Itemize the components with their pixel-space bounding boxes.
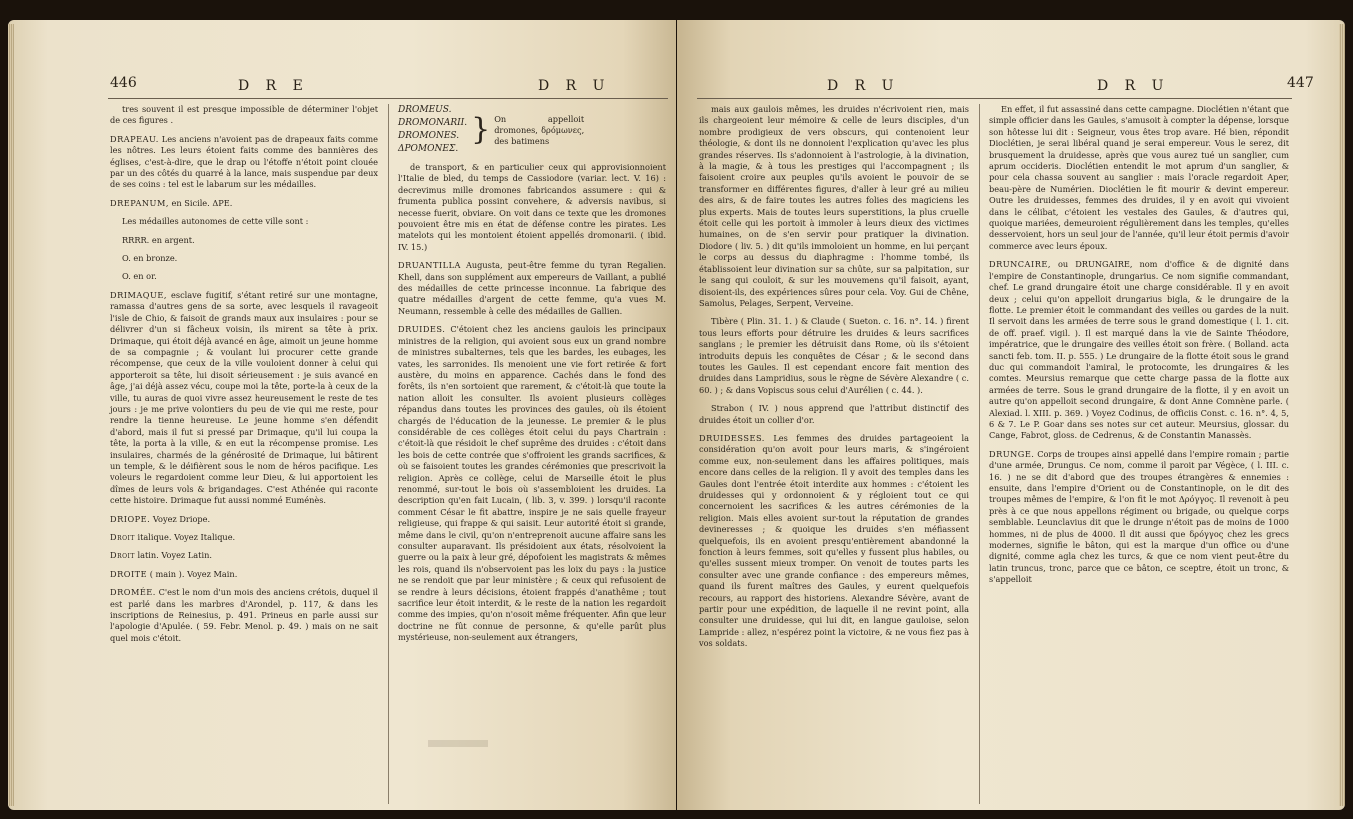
entry-headword: DRUNCAIRE, bbox=[989, 259, 1051, 270]
entry-text: ou DRUNGAIRE, nom d'office & de dignité dans l'empire de Constantinople, drungarius. Ce nom signifie commandant, chef. Le grand drungaire étoit une charge considérable. Il y en avoit deux ; celui qu'on appelloit drungarius bigla, & le drungaire de la flotte. Le premier étoit le commandant des veilles ou gardes de la nuit. Il servoit dans les armées de terre sous le grand domestique ( l. 1. cit. de off. praef. vigil. ). Il est marqué dans la vie de Sainte Théodore, impératrice, que le drungaire des veilles étoit son frère. ( Bolland. acta sancti feb. tom. II. p. 555. ) Le drungaire de la flotte étoit sous le grand duc qui commandoit l'amiral, le protocomte, les drungaires & les comtes. Meursius remarque que cette charge passa de la flotte aux armées de terre. Sous le grand drungaire de la flotte, il y en avoit un autre qu'on appelloit second drungaire, & dont Anne Comnène parle. ( Alexiad. l. XIII. p. 369. ) Voyez Codinus, de officiis Const. c. 16. n°. 4, 5, 6 & 7. Le P. Goar dans ses notes sur cet auteur. Meursius, glossar. du Cange, Fabrot, gloss. de Cedrenus, & de Constantin Manassès. bbox=[989, 259, 1289, 441]
entry-headword: DRUIDESSES. bbox=[699, 432, 765, 443]
entry-text: en Sicile. ΔΡΕ. bbox=[168, 197, 233, 208]
entry-headword: DRUANTILLA bbox=[398, 260, 461, 271]
entry-paragraph bbox=[699, 433, 969, 650]
entry-headword: DRUNGE. bbox=[989, 448, 1035, 459]
entry-paragraph bbox=[110, 290, 378, 507]
entry-paragraph bbox=[699, 403, 969, 426]
open-book bbox=[8, 6, 1345, 814]
entry-text: latin. Voyez Latin. bbox=[134, 550, 212, 561]
entry-text: Strabon ( IV. ) nous apprend que l'attribut distinctif des druides étoit un collier d'or. bbox=[699, 403, 969, 425]
running-head-right: D R U bbox=[538, 78, 611, 94]
entry-text: tres souvent il est presque impossible de déterminer l'objet de ces figures . bbox=[110, 104, 378, 126]
dromeus-entry bbox=[398, 104, 666, 156]
brace: } bbox=[471, 112, 491, 147]
entry-text: RRRR. en argent. bbox=[122, 234, 195, 245]
dromeus-name: DROMONARII. bbox=[398, 118, 468, 128]
entry-paragraph bbox=[110, 587, 378, 644]
entry-headword: DRUIDES. bbox=[398, 324, 446, 335]
entry-text: Les médailles autonomes de cette ville sont : bbox=[122, 216, 309, 227]
running-head-left: D R U bbox=[827, 78, 900, 94]
entry-text: italique. Voyez Italique. bbox=[134, 532, 236, 542]
entry-paragraph bbox=[699, 104, 969, 309]
entry-text: de transport, & en particulier ceux qui approvisionnoient l'Italie de bled, du temps de Cassiodore (variar. lect. V. 16) : decrevimus mille dromones fabricandos assumere : qui & frumenta publica possint convehere, & adversis navibus, si necesse fuerit, obviare. On voit dans ce texte que les dromones pouvoient être mis en état de défense contre les pirates. Les matelots qui les montoient étoient appellés dromonarii. ( ibid. IV. 15.) bbox=[398, 162, 666, 252]
entry-headword: DREPANUM, bbox=[110, 197, 169, 208]
right-column-2 bbox=[989, 104, 1289, 593]
page-number: 447 bbox=[1287, 75, 1314, 91]
column-divider bbox=[388, 104, 389, 804]
ink-bleed bbox=[428, 740, 488, 747]
entry-paragraph bbox=[110, 550, 378, 561]
running-head-right: D R U bbox=[1097, 78, 1170, 94]
page-edge bbox=[1339, 24, 1345, 806]
entry-paragraph bbox=[110, 569, 378, 580]
header-rule bbox=[697, 98, 1292, 99]
entry-text: mais aux gaulois mêmes, les druides n'écrivoient rien, mais ils chargeoient leur mémoire & celle de leurs disciples, d'un nombre prodigieux de vers obscurs, qui contenoient leur théologie, & dont ils ne donnoient l'explication qu'avec les plus grandes réserves. Ils s'adonnoient à l'astrologie, à la divination, à la magie, & à tous les prestiges qui l'accompagnent ; ils faisoient croire aux peuples qu'ils avoient le pouvoir de se transformer en différentes figures, d'aller à leur gré au milieu des airs, & de faire toutes les autres folies des magiciens les plus experts. Mais de toutes leurs superstitions, la plus cruelle étoit celle qui les portoit à immoler à leurs dieux des victimes humaines, on de s'en servir pour pratiquer la divination. Diodore ( liv. 5. ) dit qu'ils immoloient un homme, en lui perçant le corps au dessus du diaphragme : l'homme tombé, ils établissoient leur divination sur sa chûte, sur sa palpitation, sur le sang qui couloit, & sur les mouvemens qu'il faisoit, ayant, disoient-ils, des expériences sûres pour cela. Voy. Gui de Chêne, Samolus, Pelages, Serpent, Verveine. bbox=[699, 104, 969, 308]
dromeus-definition: On appelloit dromones, δρόμωνες, des batimens bbox=[494, 113, 585, 146]
entry-paragraph bbox=[699, 316, 969, 396]
entry-text: C'étoient chez les anciens gaulois les principaux ministres de la religion, qui avoient sous eux un grand nombre de ministres subalternes, tels que les bardes, les eubages, les vates, les sarronides. Ils menoient une vie fort retirée & fort austère, du moins en apparence. Cachés dans le fond des forêts, ils n'en sortoient que rarement, & c'étoit-là que toute la nation alloit les consulter. Ils avoient plusieurs collèges répandus dans toutes les provinces des gaules, où ils étoient chargés de l'éducation de la jeunesse. Le premier & le plus considérable de ces collèges étoit celui du pays Chartrain : c'étoit-là que résidoit le chef suprême des druides : c'étoit dans les bois de cette contrée que s'offroient les grands sacrifices, & où se faisoient toutes les grandes cérémonies que prescrivoit la religion. Après ce collège, celui de Marseille étoit le plus renommé, sur-tout le bois où s'assembloient les druides. La description qu'en fait Lucain, ( lib. 3, v. 399. ) lorsqu'il raconte comment César le fit abattre, inspire je ne sais quelle frayeur religieuse, qui frappe & qui saisit. Leur autorité étoit si grande, même dans le civil, qu'on n'entreprenoit aucune affaire sans les consulter auparavant. Ils présidoient aux états, résolvoient la guerre ou la paix à leur gré, dépofoient les magistrats & mêmes les rois, quand ils n'observoient pas les loix du pays : la justice ne se rendoit que par leur ministère ; & ceux qui refusoient de se rendre à leurs décisions, étoient frappés d'anathême ; tout sacrifice leur étoit interdit, & le reste de la nation les regardoit comme des impies, qu'on n'osoit même fréquenter. Afin que leur doctrine ne fût connue de personne, & qu'elle parût plus mystérieuse, non-seulement aux étrangers, bbox=[398, 324, 666, 643]
dromeus-name: DROMONES. bbox=[398, 131, 460, 141]
right-column-1 bbox=[699, 104, 969, 657]
dromeus-name: ΔΡΟΜΟΝΕΣ. bbox=[398, 144, 459, 154]
entry-paragraph bbox=[398, 162, 666, 253]
entry-text: esclave fugitif, s'étant retiré sur une montagne, ramassa d'autres gens de sa sorte, avec lesquels il ravageoit l'isle de Chio, & faisoit de grands maux aux insulaires : pour se délivrer d'un si fâcheux voisin, ils mirent sa tête à prix. Drimaque, qui étoit déjà avancé en âge, aimoit un jeune homme de sa compagnie ; & voulant lui procurer cette grande récompense, que ceux de la ville vouloient donner à celui qui apporteroit sa tête, lui disoit sérieusement : je suis avancé en âge, j'ai déjà assez vécu, coupe moi la tête, porte-la à ceux de la ville, tu auras de quoi vivre assez heureusement le reste de tes jours : je me prive volontiers du peu de vie qui me reste, pour rendre la tienne heureuse. Le jeune homme s'en défendit d'abord, mais il fut si pressé par Drimaque, qu'il lui coupa la tête, la porta à la ville, & en eut la récompense promise. Les insulaires, charmés de la générosité de Drimaque, lui bâtirent un temple, & le déifièrent sous le nom de héros pacifique. Les voleurs le regardoient comme leur Dieu, & lui apportoient les dîmes de leurs vols & brigandages. C'est Athénée qui raconte cette histoire. Drimaque fut aussi nommé Euménès. bbox=[110, 289, 378, 506]
column-divider bbox=[979, 104, 980, 804]
entry-text: Tibère ( Plin. 31. 1. ) & Claude ( Sueton. c. 16. n°. 14. ) firent tous leurs efforts pour détruire les druides & leurs sacrifices sanglans ; le premier les détruisit dans Rome, où ils s'étoient introduits depuis les conquêtes de César ; & le second dans toutes les Gaules. Il est cependant encore fait mention des druides dans Lampridius, sous le règne de Sévère Alexandre ( c. 60. ) ; & dans Vopiscus sous celui d'Aurélien ( c. 44. ). bbox=[699, 316, 969, 395]
entry-text: C'est le nom d'un mois des anciens crétois, duquel il est parlé dans les marbres d'Arondel, p. 117, & dans les inscriptions de Reinesius, p. 491. Prineus en parle aussi sur l'apologie d'Apulée. ( 59. Febr. Menol. p. 49. ) mais on ne sait quel mois c'étoit. bbox=[110, 587, 378, 643]
entry-paragraph bbox=[110, 104, 378, 127]
left-column-1 bbox=[110, 104, 378, 651]
left-column-2 bbox=[398, 104, 666, 651]
entry-paragraph bbox=[110, 216, 378, 227]
entry-paragraph bbox=[110, 514, 378, 525]
dromeus-name: DROMEUS. bbox=[398, 105, 452, 115]
entry-paragraph bbox=[398, 260, 666, 317]
entry-paragraph bbox=[398, 324, 666, 643]
left-page bbox=[8, 20, 676, 810]
entry-paragraph bbox=[110, 134, 378, 191]
page-number: 446 bbox=[110, 75, 137, 91]
entry-headword: DROMÉE. bbox=[110, 587, 156, 598]
entry-paragraph bbox=[110, 271, 378, 282]
entry-headword: DROITE bbox=[110, 568, 148, 579]
entry-text: Les anciens n'avoient pas de drapeaux faits comme les nôtres. Les leurs étoient faits comme des bannières des églises, c'est-à-dire, que le drap ou l'étoffe n'étoit point clouée par un des côtés du quarré à la lance, mais suspendue par deux de ses coins : tel est le labarum sur les médailles. bbox=[110, 133, 378, 190]
page-edge bbox=[8, 24, 14, 806]
entry-text: Corps de troupes ainsi appellé dans l'empire romain ; partie d'une armée, Drungus. Ce nom, comme il paroit par Végèce, ( l. III. c. 16. ) ne se dit d'abord que des troupes étrangères & ennemies : ensuite, dans l'empire d'Orient ou de Constantinople, on le dit des troupes mêmes de l'empire, & l'on fit le mot Δρόγγος. Il revenoit à peu près à ce que nous appellons régiment ou brigade, ou quelque corps semblable. Leunclavius dit que le drunge n'étoit pas de moins de 1000 hommes, ni de plus de 4000. Il dit aussi que δρόγγος chez les grecs modernes, signifie le bâton, qui est la marque d'un office ou d'une dignité, comme agla chez les turcs, & que ce nom vient peut-être du latin truncus, tronc, parce que ce bâton, ce sceptre, étoit un tronc, & s'appelloit bbox=[989, 448, 1289, 585]
entry-text: ( main ). Voyez Main. bbox=[147, 568, 238, 579]
running-head-left: D R E bbox=[238, 78, 309, 94]
entry-paragraph bbox=[110, 235, 378, 246]
entry-paragraph bbox=[989, 104, 1289, 252]
entry-paragraph bbox=[110, 198, 378, 209]
dromeus-names bbox=[398, 104, 467, 156]
entry-headword: DRIOPE. bbox=[110, 513, 151, 524]
entry-headword: Droit bbox=[110, 550, 135, 561]
entry-paragraph bbox=[110, 253, 378, 264]
entry-text: Voyez Driope. bbox=[150, 513, 211, 524]
entry-headword: DRAPEAU. bbox=[110, 133, 159, 144]
entry-paragraph bbox=[989, 259, 1289, 442]
entry-text: O. en or. bbox=[122, 271, 157, 282]
entry-text: En effet, il fut assassiné dans cette campagne. Dioclétien n'étant que simple officier dans les Gaules, s'amusoit à compter la dépense, lorsque son hôtesse lui dit : Seigneur, vous êtes trop avare. Hé bien, répondit Dioclétien, je serai libéral quand je serai empereur. Vous le serez, dit brusquement la druidesse, après que vous aurez tué un sanglier, cum aprum occideris. Dioclétien entendit le mot aprum d'un sanglier, & pour cela chassa souvent au sanglier : mais l'oracle regardoit Aper, beau-père de Numérien. Dioclétien le fit mourir & devint empereur. Outre les druidesses, femmes des druides, il y en avoit qui vivoient dans le célibat, c'étoient les vestales des Gaules, & d'autres qui, quoique mariées, demeuroient régulièrement dans les temples, qu'elles desservoient, hors un seul jour de l'année, qu'il leur étoit permis d'avoir commerce avec leurs époux. bbox=[989, 104, 1289, 251]
entry-text: Les femmes des druides partageoient la considération qu'on avoit pour leurs maris, & s'ingéroient comme eux, non-seulement dans les affaires politiques, mais encore dans celles de la religion. Il y avoit des temples dans les Gaules dont l'entrée étoit interdite aux hommes : c'étoient les druidesses qui y ordonnoient & y régloient tout ce qui concernoient les sacrifices & les autres cérémonies de la religion. Mais elles avoient sur-tout la réputation de grandes devineresses ; & quoique les druides s'en méfiassent quelquefois, ils en avoient presqu'entièrement abandonné la fonction à leurs femmes, soit qu'elles y fussent plus habiles, ou qu'elles sussent mieux tromper. On venoit de toutes parts les consulter avec une grande confiance : des empereurs mêmes, quand ils furent maîtres des Gaules, y eurent quelquefois recours, au rapport des historiens. Alexandre Sévère, avant de partir pour une expédition, de laquelle il ne revint point, alla consulter une druidesse, qui lui dit, en langue gauloise, selon Lampride : allez, n'espérez point la victoire, & ne vous fiez pas à vos soldats. bbox=[699, 432, 969, 649]
entry-paragraph bbox=[110, 532, 378, 543]
entry-text: O. en bronze. bbox=[122, 253, 178, 264]
entry-text: Augusta, peut-être femme du tyran Regalien. Khell, dans son supplément aux empereurs de Vaillant, a publié des médailles de cette princesse inconnue. La fabrique des quatre médailles d'argent de cette femme, qu'a vues M. Neumann, ressemble à celle des médailles de Gallien. bbox=[398, 260, 666, 316]
entry-headword: DRIMAQUE, bbox=[110, 289, 167, 300]
header-rule bbox=[108, 98, 668, 99]
entry-headword: Droit bbox=[110, 532, 135, 542]
right-page bbox=[677, 20, 1345, 810]
entry-paragraph bbox=[989, 449, 1289, 586]
